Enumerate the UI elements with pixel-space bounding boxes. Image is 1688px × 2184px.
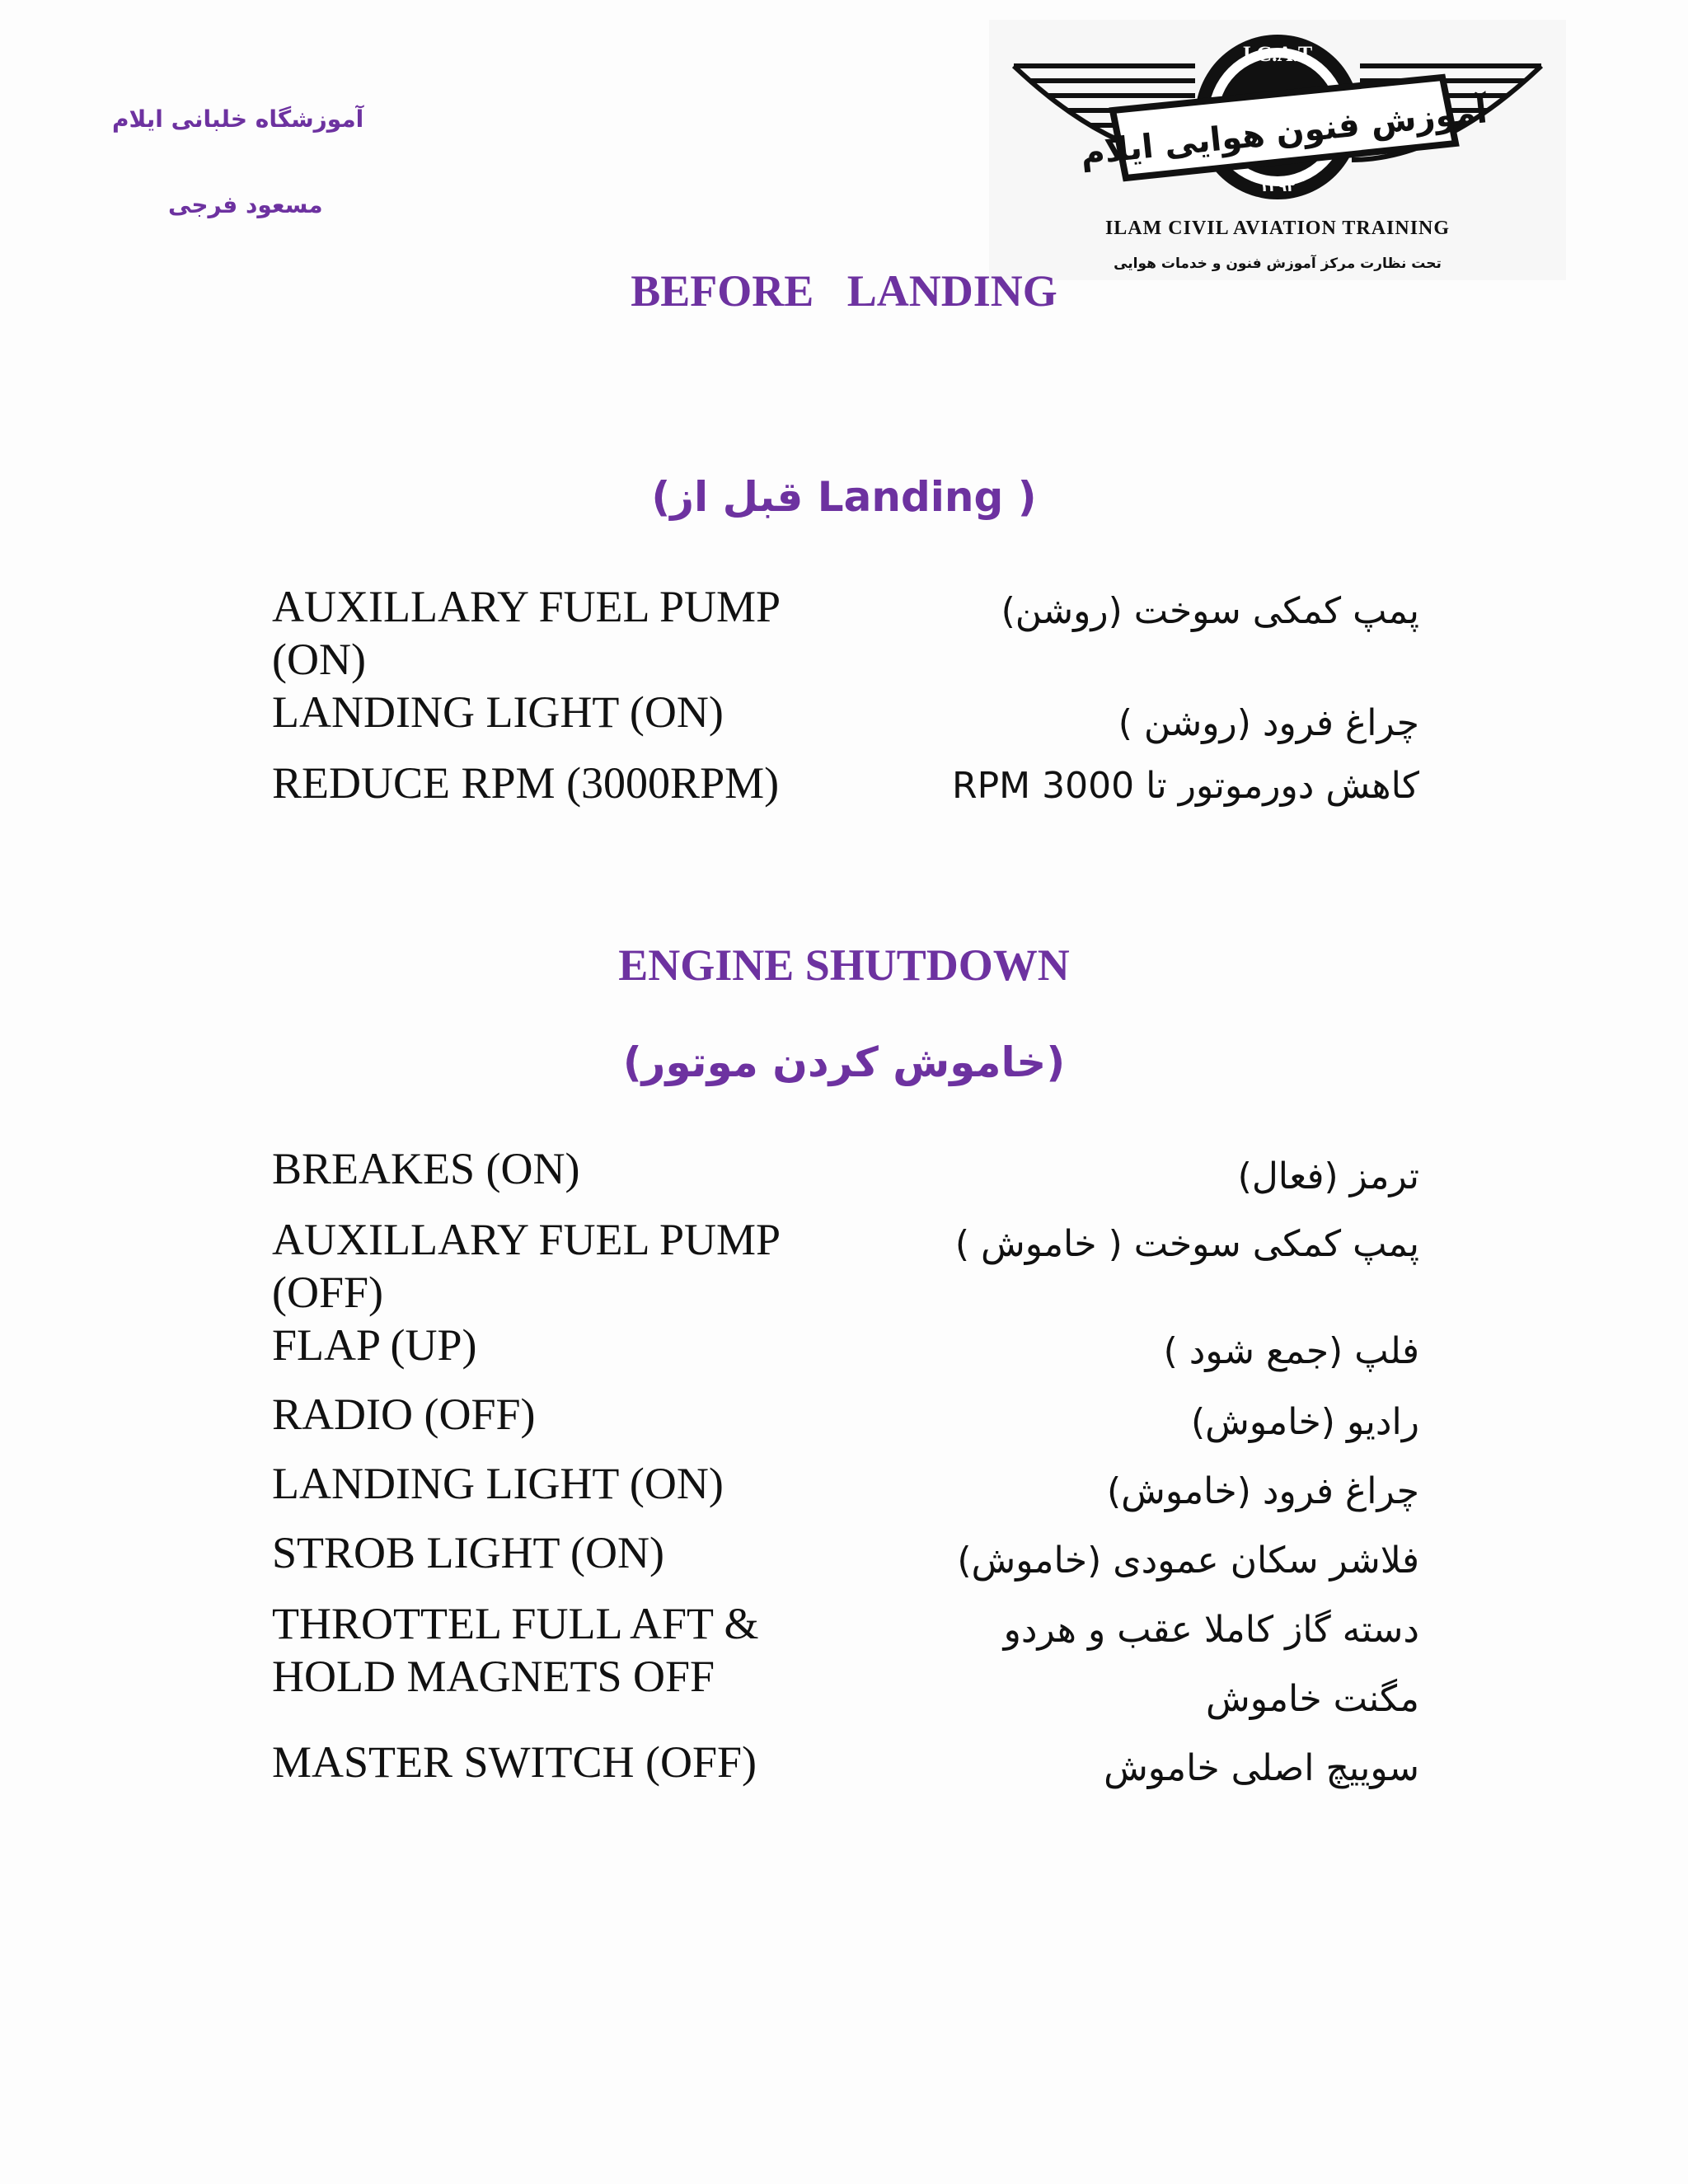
- engine-shutdown-title: ENGINE SHUTDOWN: [618, 940, 1070, 990]
- checklist-item-en: AUXILLARY FUEL PUMP (OFF): [272, 1215, 781, 1317]
- checklist-item-fa: کاهش دورموتور تا 3000 RPM: [952, 765, 1419, 807]
- logo-caption: ILAM CIVIL AVIATION TRAINING: [1104, 218, 1451, 239]
- checklist-item-fa: ترمز (فعال): [1237, 1155, 1419, 1197]
- checklist-item-en: LANDING LIGHT (ON): [272, 687, 724, 737]
- winged-emblem-icon: [989, 20, 1566, 218]
- checklist-item-en: BREAKES (ON): [272, 1144, 580, 1193]
- before-landing-subtitle: ( Landing قبل از): [651, 473, 1037, 521]
- checklist-item-fa: چراغ فرود (خاموش): [1106, 1470, 1419, 1512]
- checklist-item-fa: فلپ (جمع شود ): [1163, 1330, 1419, 1372]
- checklist-item-en: AUXILLARY FUEL PUMP (ON): [272, 582, 781, 684]
- checklist-item-en: RADIO (OFF): [272, 1390, 536, 1439]
- checklist-item-fa: سوییچ اصلی خاموش: [1104, 1747, 1419, 1789]
- checklist-item-fa: رادیو (خاموش): [1191, 1401, 1419, 1443]
- checklist-item-fa: دسته گاز کاملا عقب و هردو مگنت خاموش: [1003, 1609, 1419, 1720]
- logo-top-text: I.C.A.T: [1242, 42, 1313, 66]
- engine-shutdown-subtitle: (خاموش کردن موتور): [622, 1038, 1066, 1086]
- logo-year: ۱۳۹۲: [1259, 178, 1296, 195]
- checklist-item-en: MASTER SWITCH (OFF): [272, 1737, 757, 1787]
- checklist-item-fa: پمپ کمکی سوخت ( خاموش ): [954, 1223, 1419, 1265]
- before-landing-title: BEFORE LANDING: [631, 266, 1057, 316]
- logo: [989, 20, 1566, 280]
- checklist-item-en: REDUCE RPM (3000RPM): [272, 758, 780, 808]
- checklist-item-en: FLAP (UP): [272, 1320, 477, 1370]
- checklist-item-en: STROB LIGHT (ON): [272, 1528, 664, 1577]
- checklist-item-fa: فلاشر سکان عمودی (خاموش): [957, 1540, 1419, 1582]
- logo-subcaption: تحت نظارت مرکز آموزش فنون و خدمات هوایی: [1114, 255, 1442, 272]
- author-name: مسعود فرجی: [168, 191, 323, 218]
- checklist-item-en: THROTTEL FULL AFT & HOLD MAGNETS OFF: [272, 1599, 759, 1701]
- logo-banner-text: آموزش فنون هوایی ایلام: [1078, 92, 1489, 173]
- school-name: آموزشگاه خلبانی ایلام: [112, 105, 364, 133]
- checklist-item-fa: چراغ فرود (روشن ): [1118, 702, 1419, 744]
- checklist-item-fa: پمپ کمکی سوخت (روشن): [1001, 590, 1419, 632]
- checklist-item-en: LANDING LIGHT (ON): [272, 1459, 724, 1508]
